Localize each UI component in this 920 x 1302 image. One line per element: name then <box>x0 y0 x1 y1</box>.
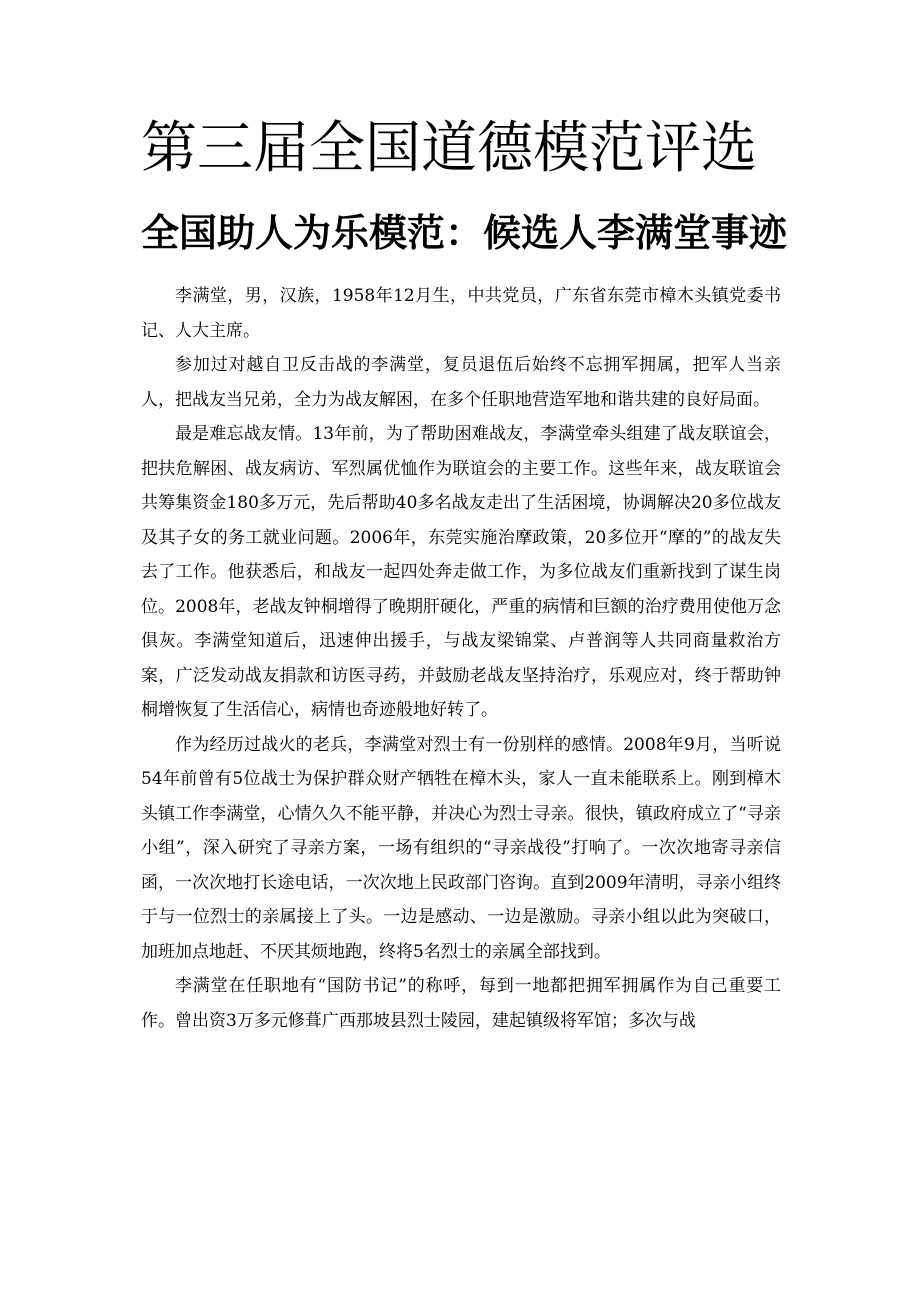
document-body <box>141 279 781 1038</box>
paragraph-summary: 参加过对越自卫反击战的李满堂，复员退伍后始终不忘拥军拥属，把军人当亲人，把战友当兄弟，全力为战友解困，在多个任职地营造军地和谐共建的良好局面。 <box>141 355 781 410</box>
paragraph-intro: 李满堂，男，汉族，1958年12月生，中共党员，广东省东莞市樟木头镇党委书记、人大主席。 <box>141 286 781 341</box>
document-subtitle: 全国助人为乐模范：候选人李满堂事迹 <box>141 211 788 255</box>
paragraph-martyrs: 作为经历过战火的老兵，李满堂对烈士有一份别样的感情。2008年9月，当听说54年前曾有5位战士为保护群众财产牺牲在樟木头，家人一直未能联系上。刚到樟木头镇工作李满堂，心情久久不能平静，并决心为烈士寻亲。很快，镇政府成立了“寻亲小组”，深入研究了寻亲方案，一场有组织的“寻亲战役”打响了。一次次地寄寻亲信函，一次次地打长途电话，一次次地上民政部门咨询。直到2009年清明，寻亲小组终于与一位烈士的亲属接上了头。一边是感动、一边是激励。寻亲小组以此为突破口，加班加点地赶、不厌其烦地跑，终将5名烈士的亲属全部找到。 <box>141 734 781 962</box>
paragraph-comrades: 最是难忘战友情。13年前，为了帮助困难战友，李满堂牵头组建了战友联谊会，把扶危解困、战友病访、军烈属优恤作为联谊会的主要工作。这些年来，战友联谊会共筹集资金180多万元，先后帮助40多名战友走出了生活困境，协调解决20多位战友及其子女的务工就业问题。2006年，东莞实施治摩政策，20多位开“摩的”的战友失去了工作。他获悉后，和战友一起四处奔走做工作，为多位战友们重新找到了谋生岗位。2008年，老战友钟桐增得了晚期肝硬化，严重的病情和巨额的治疗费用使他万念俱灰。李满堂知道后，迅速伸出援手，与战友梁锦棠、卢普润等人共同商量救治方案，广泛发动战友捐款和访医寻药，并鼓励老战友坚持治疗，乐观应对，终于帮助钟桐增恢复了生活信心，病情也奇迹般地好转了。 <box>141 424 781 720</box>
document-title: 第三届全国道德模范评选 <box>141 116 757 181</box>
paragraph-defense-secretary: 李满堂在任职地有“国防书记”的称呼，每到一地都把拥军拥属作为自己重要工作。曾出资3万多元修葺广西那坡县烈士陵园，建起镇级将军馆；多次与战 <box>141 976 781 1031</box>
